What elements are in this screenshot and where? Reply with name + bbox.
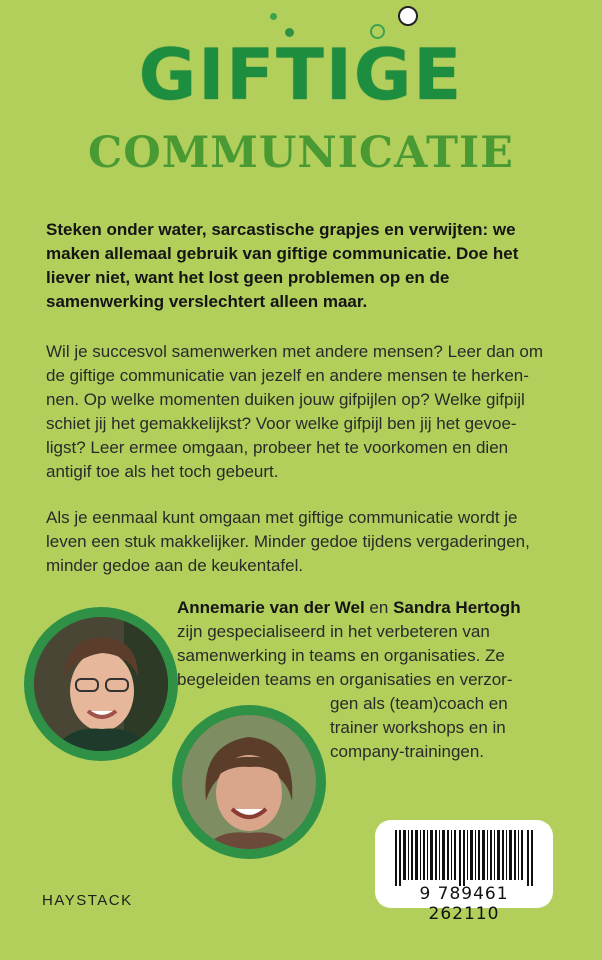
intro-paragraph: Steken onder water, sarcastische grapjes en verwijten: we maken allemaal gebruik van giftige communicatie. Doe het liever niet, want het lost geen problemen op en de samenwerking verslechtert alleen maar. bbox=[46, 220, 519, 311]
bubble-decoration bbox=[398, 6, 418, 26]
author-name-2: Sandra Hertogh bbox=[393, 598, 521, 617]
portrait-2-icon bbox=[182, 715, 316, 849]
book-subtitle: COMMUNICATIE bbox=[88, 128, 514, 178]
author-name-1: Annemarie van der Wel bbox=[177, 598, 365, 617]
body-paragraph-1 bbox=[46, 340, 562, 484]
text-line: ligst? Leer ermee omgaan, probeer het te voorkomen en dien bbox=[46, 438, 509, 457]
author-photo-annemarie bbox=[24, 607, 178, 761]
portrait-1-icon bbox=[34, 617, 168, 751]
barcode-icon bbox=[395, 830, 533, 886]
author-bio-line: trainer workshops en in bbox=[330, 718, 506, 737]
author-conjunction: en bbox=[364, 598, 394, 617]
author-bio-line: company-trainingen. bbox=[330, 742, 485, 761]
author-bio-line: samenwerking in teams en organisaties. Ze bbox=[177, 646, 505, 665]
body-paragraph-2 bbox=[46, 506, 562, 578]
text-line: minder gedoe aan de keukentafel. bbox=[46, 556, 304, 575]
text-line: nen. Op welke momenten duiken jouw gifpijlen op? Welke gifpijl bbox=[46, 390, 525, 409]
isbn-number: 9 789461 262110 bbox=[419, 884, 509, 924]
publisher-logo: HAYSTACK bbox=[42, 892, 133, 909]
text-line: de giftige communicatie van jezelf en andere mensen te herken- bbox=[46, 366, 529, 385]
author-photo-sandra bbox=[172, 705, 326, 859]
author-bio-line: gen als (team)coach en bbox=[330, 694, 508, 713]
text-line: Wil je succesvol samenwerken met andere mensen? Leer dan om bbox=[46, 342, 544, 361]
book-title: GIFTIGE bbox=[138, 34, 464, 116]
text-line: Als je eenmaal kunt omgaan met giftige communicatie wordt je bbox=[46, 508, 518, 527]
author-bio-line: begeleiden teams en organisaties en verzor- bbox=[177, 670, 513, 689]
text-line: antigif toe als het toch gebeurt. bbox=[46, 462, 279, 481]
text-line: leven een stuk makkelijker. Minder gedoe tijdens vergaderingen, bbox=[46, 532, 530, 551]
author-bio-line: zijn gespecialiseerd in het verbeteren van bbox=[177, 622, 490, 641]
bubble-decoration bbox=[270, 13, 277, 20]
text-line: schiet jij het gemakkelijkst? Voor welke gifpijl ben jij het gevoe- bbox=[46, 414, 517, 433]
isbn-barcode bbox=[375, 820, 553, 924]
author-names-line bbox=[177, 596, 577, 620]
